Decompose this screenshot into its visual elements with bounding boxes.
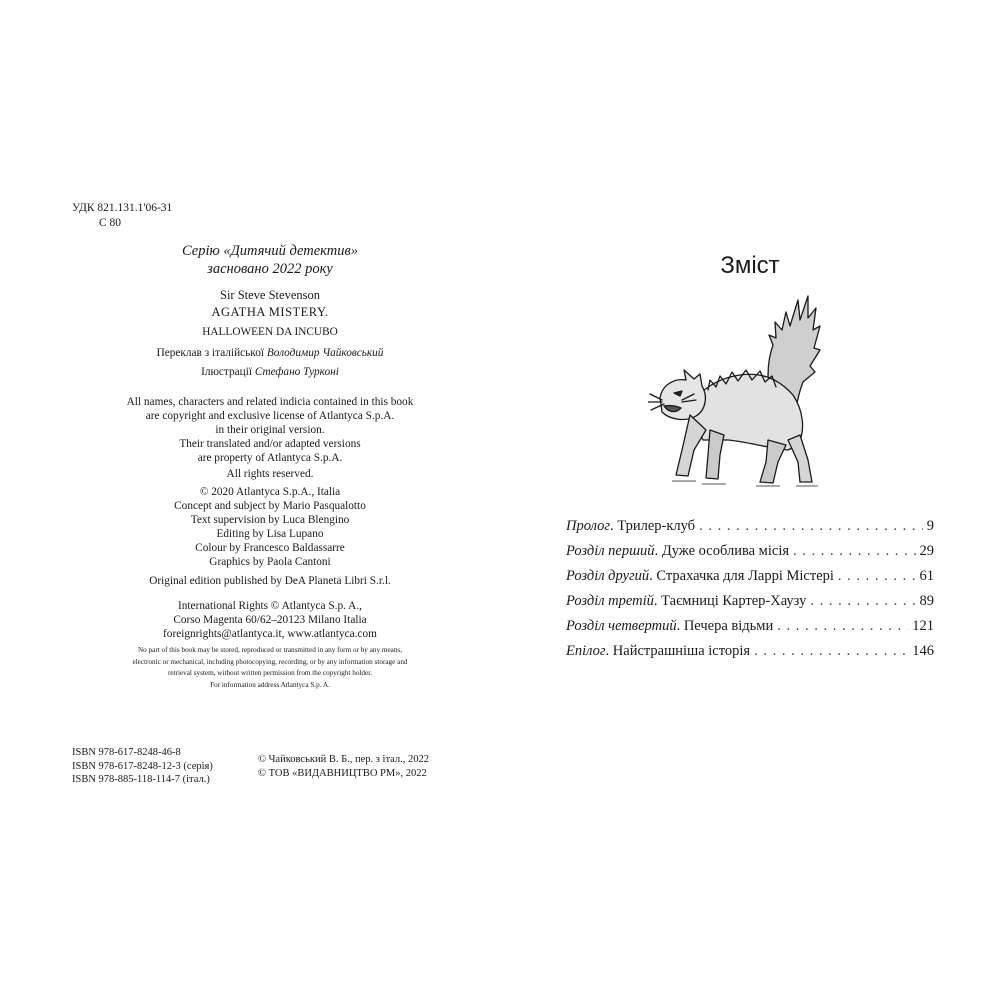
contents-title: Зміст [720,252,780,279]
toc-page-number: 29 [919,543,934,559]
copyright-line: © ТОВ «ВИДАВНИЦТВО РМ», 2022 [258,767,427,779]
translator-name: Володимир Чайковський [266,347,384,359]
rights-line: Their translated and/or adapted versions [179,438,361,450]
author: Sir Steve Stevenson [220,288,320,302]
series-line: засновано 2022 року [207,261,333,277]
toc-entry[interactable] [566,593,934,618]
legal-line: electronic or mechanical, including photocopying, recording, or by any information storage and [132,657,408,666]
toc-entry-title: . Трилер-клуб [610,518,696,534]
toc-entry-kind: Розділ третій [566,593,654,609]
toc-page-number: 9 [926,518,934,534]
toc-entry-kind: Розділ четвертий [566,618,677,634]
toc-entry-kind: Епілог [566,643,606,659]
toc-entry-title: . Дуже особлива місія [654,543,790,559]
credit-line: Colour by Francesco Baldassarre [195,542,345,554]
rights-address-line: Corso Magenta 60/62–20123 Milano Italia [173,614,367,626]
toc-page-number: 121 [912,618,934,634]
toc-entry-kind: Розділ другий [566,568,650,584]
toc-page-number: 61 [919,568,934,584]
toc-entry[interactable] [566,543,934,568]
toc-entry-title: . Найстрашніша історія [605,643,751,659]
toc-page-number: 89 [919,593,934,609]
udk-line: С 80 [99,217,122,229]
isbn-line: ISBN 978-617-8248-12-3 (серія) [72,760,213,772]
illustration-credit [100,365,440,379]
toc-entry[interactable] [566,568,934,593]
udk-line: УДК 821.131.1'06-31 [72,202,173,214]
illustration-label: Ілюстрації [201,366,252,378]
toc-dot-leader [838,568,916,585]
legal-notice [60,645,480,691]
rights-paragraph [100,395,440,481]
rights-line: All rights reserved. [226,468,314,480]
table-of-contents [566,518,934,668]
credit-line: Concept and subject by Mario Pasqualotto [174,500,366,512]
international-rights [100,599,440,641]
copyright-ua-block [258,753,468,780]
toc-dot-leader [699,518,923,535]
toc-entry-title: . Таємниці Картер-Хаузу [653,593,807,609]
translation-label: Переклав з італійської [156,347,264,359]
toc-page-number: 146 [912,643,934,659]
original-edition: Original edition published by DeA Planeta Libri S.r.l. [149,575,391,587]
toc-dot-leader [793,543,915,560]
toc-entry-kind: Розділ перший [566,543,655,559]
rights-line: All names, characters and related indicia contained in this book [126,396,414,408]
credit-line: Editing by Lisa Lupano [216,528,324,540]
rights-address-line: International Rights © Atlantyca S.p. A., [178,600,362,612]
toc-entry-kind: Пролог [566,518,611,534]
toc-dot-leader [810,593,915,610]
credit-line: Text supervision by Luca Blengino [190,514,350,526]
toc-dot-leader [754,643,908,660]
scared-cat-illustration [648,290,823,495]
series-line: Серію «Дитячий детектив» [181,243,358,259]
illustrator-name: Стефано Турконі [254,366,339,378]
toc-entry[interactable] [566,643,934,668]
rights-line: are copyright and exclusive license of Atlantyca S.p.A. [145,410,395,422]
toc-entry[interactable] [566,618,934,643]
legal-line: retrieval system, without written permission from the copyright holder. [167,669,372,677]
toc-dot-leader [777,618,908,635]
rights-address-line: foreignrights@atlantyca.it, www.atlantyca.com [163,628,377,640]
series-note [100,242,440,278]
copyright-line: © Чайковський В. Б., пер. з італ., 2022 [258,754,430,765]
isbn-block [72,746,252,787]
translation-credit [100,346,440,360]
rights-line: in their original version. [215,424,325,436]
book-title: AGATHA MISTERY. [211,305,329,319]
isbn-line: ISBN 978-617-8248-46-8 [72,747,181,758]
toc-entry-title: . Страхачка для Ларрі Містері [649,568,834,584]
isbn-line: ISBN 978-885-118-114-7 (італ.) [72,774,210,785]
legal-line: For information address Atlantyca S.p. A. [210,680,330,689]
credit-line: © 2020 Atlantyca S.p.A., Italia [199,486,341,498]
toc-entry[interactable] [566,518,934,543]
credit-line: Graphics by Paola Cantoni [209,556,331,568]
rights-line: are property of Atlantyca S.p.A. [197,452,343,464]
book-subtitle: HALLOWEEN DA INCUBO [202,326,338,338]
legal-line: No part of this book may be stored, reproduced or transmitted in any form or by any means, [137,646,403,654]
credits-block [100,485,440,569]
toc-entry-title: . Печера відьми [676,618,774,634]
udk-block [72,201,172,231]
